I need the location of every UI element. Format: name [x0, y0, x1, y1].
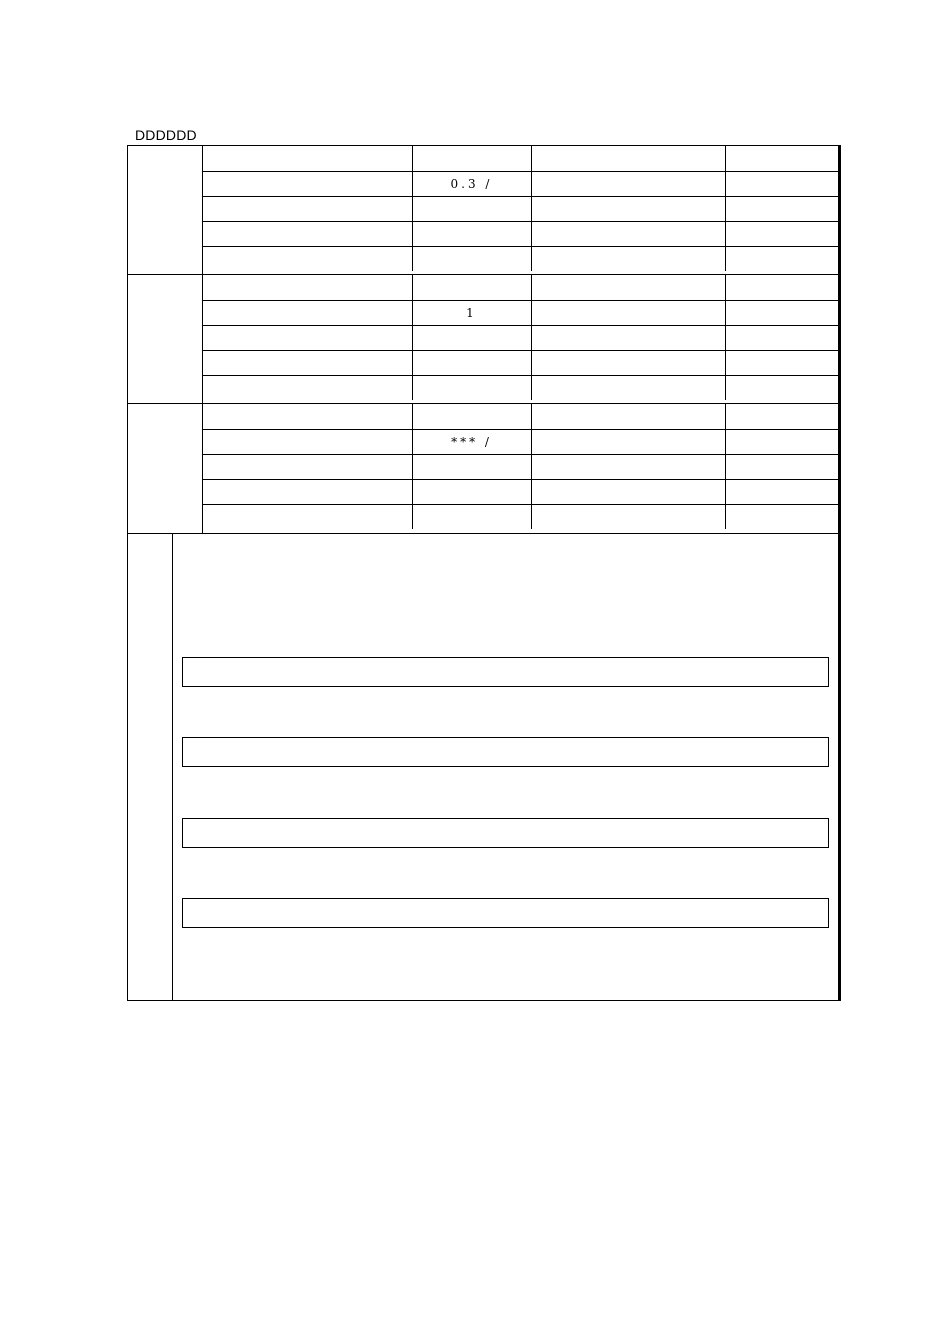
- table-cell: [725, 300, 838, 325]
- table-cell: [531, 504, 725, 529]
- flow-step-4: [182, 898, 829, 928]
- table-cell: [412, 375, 531, 400]
- table-cell: [203, 454, 412, 479]
- header-cell: [725, 146, 838, 171]
- section-flow: [128, 534, 838, 1000]
- table-row: [203, 196, 838, 221]
- table-cell: [412, 350, 531, 375]
- table-row: [203, 375, 838, 400]
- table-row: [203, 246, 838, 271]
- table-cell: [412, 196, 531, 221]
- table-cell: [203, 504, 412, 529]
- table-cell: [725, 429, 838, 454]
- table-cell: [203, 325, 412, 350]
- flow-step-2: [182, 737, 829, 767]
- table-header-row: [203, 146, 838, 171]
- form-frame: [127, 145, 841, 1001]
- table-row: [203, 479, 838, 504]
- table-cell: [203, 479, 412, 504]
- table-cell: [203, 350, 412, 375]
- table-cell: [203, 246, 412, 271]
- table-cell: [531, 429, 725, 454]
- table-cell: [725, 350, 838, 375]
- flow-section-label: [128, 534, 173, 1000]
- table-cell: [203, 300, 412, 325]
- table-cell: [531, 246, 725, 271]
- flow-step-3: [182, 818, 829, 848]
- table-cell: [531, 300, 725, 325]
- section-1-table: [203, 146, 838, 271]
- header-cell: [203, 275, 412, 300]
- table-header-row: [203, 404, 838, 429]
- table-cell: *** /: [412, 429, 531, 454]
- table-cell: [725, 325, 838, 350]
- header-cell: [412, 404, 531, 429]
- table-cell: [725, 196, 838, 221]
- table-row: [203, 325, 838, 350]
- table-cell: [203, 196, 412, 221]
- table-row: [203, 300, 838, 325]
- table-row: [203, 429, 838, 454]
- table-cell: [412, 325, 531, 350]
- table-cell: [725, 479, 838, 504]
- header-cell: [725, 404, 838, 429]
- section-2: [128, 275, 838, 404]
- table-cell: [203, 221, 412, 246]
- table-cell: [412, 221, 531, 246]
- header-cell: [412, 275, 531, 300]
- section-3-table: [203, 404, 838, 529]
- table-cell: 0.3 /: [412, 171, 531, 196]
- document-code: DDDDDD: [135, 127, 197, 143]
- section-3-label: [128, 404, 203, 533]
- table-cell: [725, 221, 838, 246]
- table-cell: [203, 171, 412, 196]
- table-cell: [725, 504, 838, 529]
- table-cell: [531, 454, 725, 479]
- header-cell: [725, 275, 838, 300]
- table-cell: [412, 454, 531, 479]
- table-cell: 1: [412, 300, 531, 325]
- table-row: [203, 171, 838, 196]
- table-cell: [531, 350, 725, 375]
- table-cell: [531, 479, 725, 504]
- table-row: [203, 454, 838, 479]
- header-cell: [531, 146, 725, 171]
- table-cell: [531, 196, 725, 221]
- table-row: [203, 221, 838, 246]
- flow-step-1: [182, 657, 829, 687]
- table-cell: [203, 429, 412, 454]
- header-cell: [412, 146, 531, 171]
- table-cell: [531, 375, 725, 400]
- table-cell: [725, 375, 838, 400]
- table-cell: [412, 246, 531, 271]
- table-row: [203, 504, 838, 529]
- header-cell: [203, 146, 412, 171]
- table-cell: [412, 504, 531, 529]
- table-cell: [203, 375, 412, 400]
- header-cell: [531, 275, 725, 300]
- section-1-label: [128, 146, 203, 274]
- table-cell: [725, 171, 838, 196]
- table-cell: [725, 454, 838, 479]
- section-2-table: [203, 275, 838, 400]
- table-cell: [412, 479, 531, 504]
- section-2-label: [128, 275, 203, 403]
- table-cell: [531, 171, 725, 196]
- table-cell: [531, 325, 725, 350]
- section-1: [128, 146, 838, 275]
- section-3: [128, 404, 838, 534]
- table-cell: [725, 246, 838, 271]
- header-cell: [203, 404, 412, 429]
- table-row: [203, 350, 838, 375]
- header-cell: [531, 404, 725, 429]
- table-header-row: [203, 275, 838, 300]
- table-cell: [531, 221, 725, 246]
